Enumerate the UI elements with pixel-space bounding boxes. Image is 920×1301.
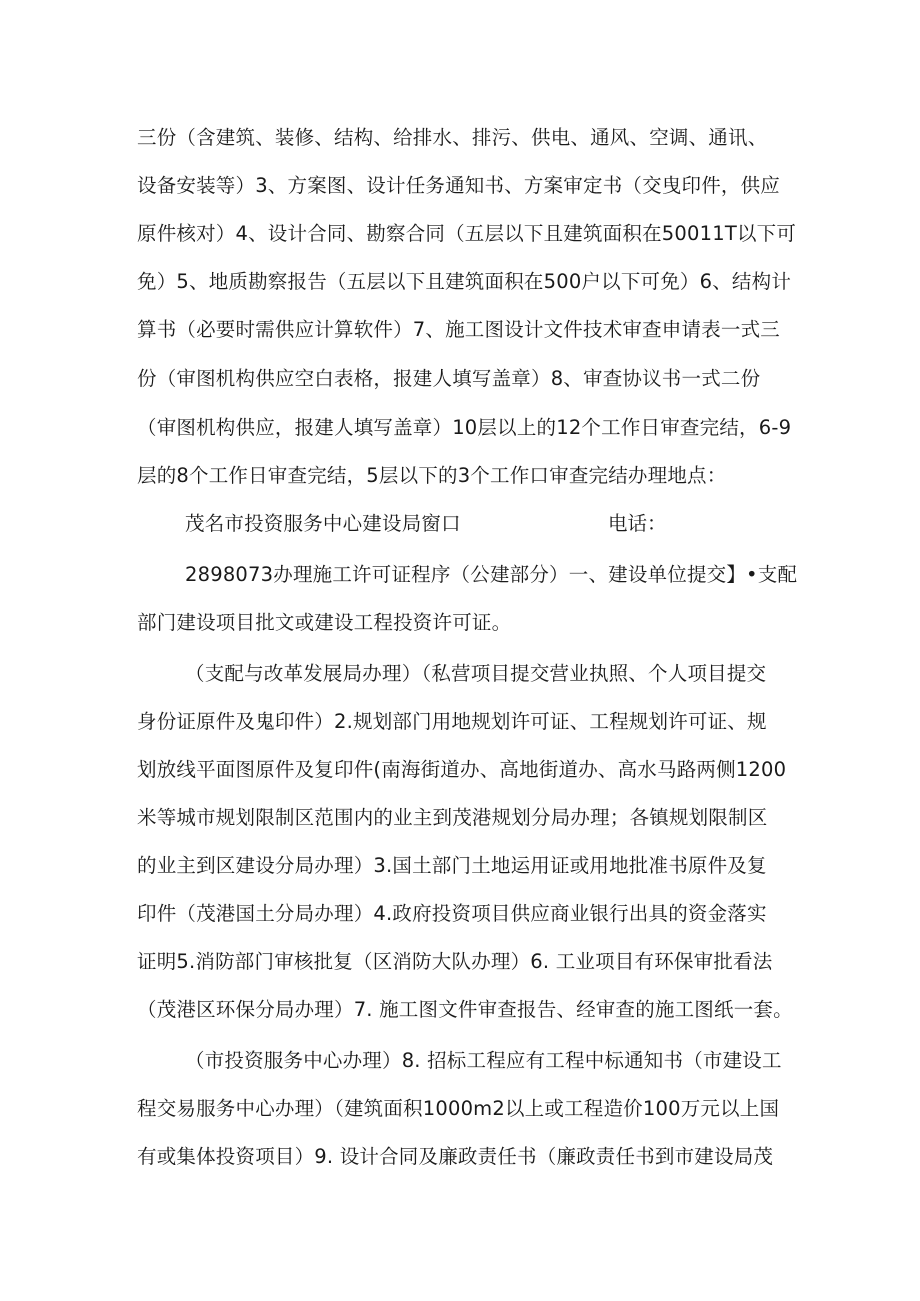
text-line: 部门建设项目批文或建设工程投资许可证。	[137, 611, 512, 634]
text-line: 三份（含建筑、装修、结构、给排水、排污、供电、通风、空调、通讯、	[137, 126, 768, 149]
text-line: （茂港区环保分局办理）7. 施工图文件审查报告、经审查的施工图纸一套。	[137, 998, 793, 1021]
text-line: 米等城市规划限制区范围内的业主到茂港规划分局办理；各镇规划限制区	[137, 806, 768, 829]
text-line: 程交易服务中心办理）（建筑面积1000m2以上或工程造价100万元以上国	[137, 1097, 780, 1120]
text-line: 层的8个工作日审查完结，5层以下的3个工作口审查完结办理地点：	[137, 464, 727, 487]
text-line: 份（审图机构供应空白表格，报建人填写盖章）8、审查协议书一式二份	[137, 367, 761, 390]
text-line: 的业主到区建设分局办理）3.国土部门土地运用证或用地批准书原件及复	[137, 854, 767, 877]
text-line: 证明5.消防部门审核批复（区消防大队办理）6. 工业项目有环保审批看法	[137, 950, 773, 973]
text-line: 算书（必要时需供应计算软件）7、施工图设计文件技术审查申请表一式三	[137, 318, 781, 341]
text-line: 有或集体投资项目）9. 设计合同及廉政责任书（廉政责任书到市建设局茂	[137, 1145, 774, 1168]
text-line: 设备安装等）3、方案图、设计任务通知书、方案审定书（交曳印件，供应	[137, 174, 781, 197]
text-line: 身份证原件及鬼印件）2.规划部门用地规划许可证、工程规划许可证、规	[137, 710, 767, 733]
text-line: （支配与改革发展局办理）（私营项目提交营业执照、个人项目提交	[185, 662, 767, 685]
text-line: 2898073办理施工许可证程序（公建部分）一、建设单位提交】•支配	[185, 563, 798, 586]
text-line: 印件（茂港国土分局办理）4.政府投资项目供应商业银行出具的资金落实	[137, 902, 767, 925]
text-line: （审图机构供应，报建人填写盖章）10层以上的12个工作日审查完结，6-9	[137, 416, 792, 439]
phone-label: 电话：	[608, 512, 667, 535]
text-line: （市投资服务中心办理）8. 招标工程应有工程中标通知书（市建设工	[185, 1049, 782, 1072]
text-line: 划放线平面图原件及复印件(南海街道办、高地街道办、高水马路两侧1200	[137, 758, 787, 781]
text-line: 原件核对）4、设计合同、勘察合同（五层以下且建筑面积在50011T以下可	[137, 222, 797, 245]
text-line: 免）5、地质勘察报告（五层以下且建筑面积在500户以下可免）6、结构计	[137, 270, 792, 293]
text-line: 茂名市投资服务中心建设局窗口	[185, 512, 461, 535]
